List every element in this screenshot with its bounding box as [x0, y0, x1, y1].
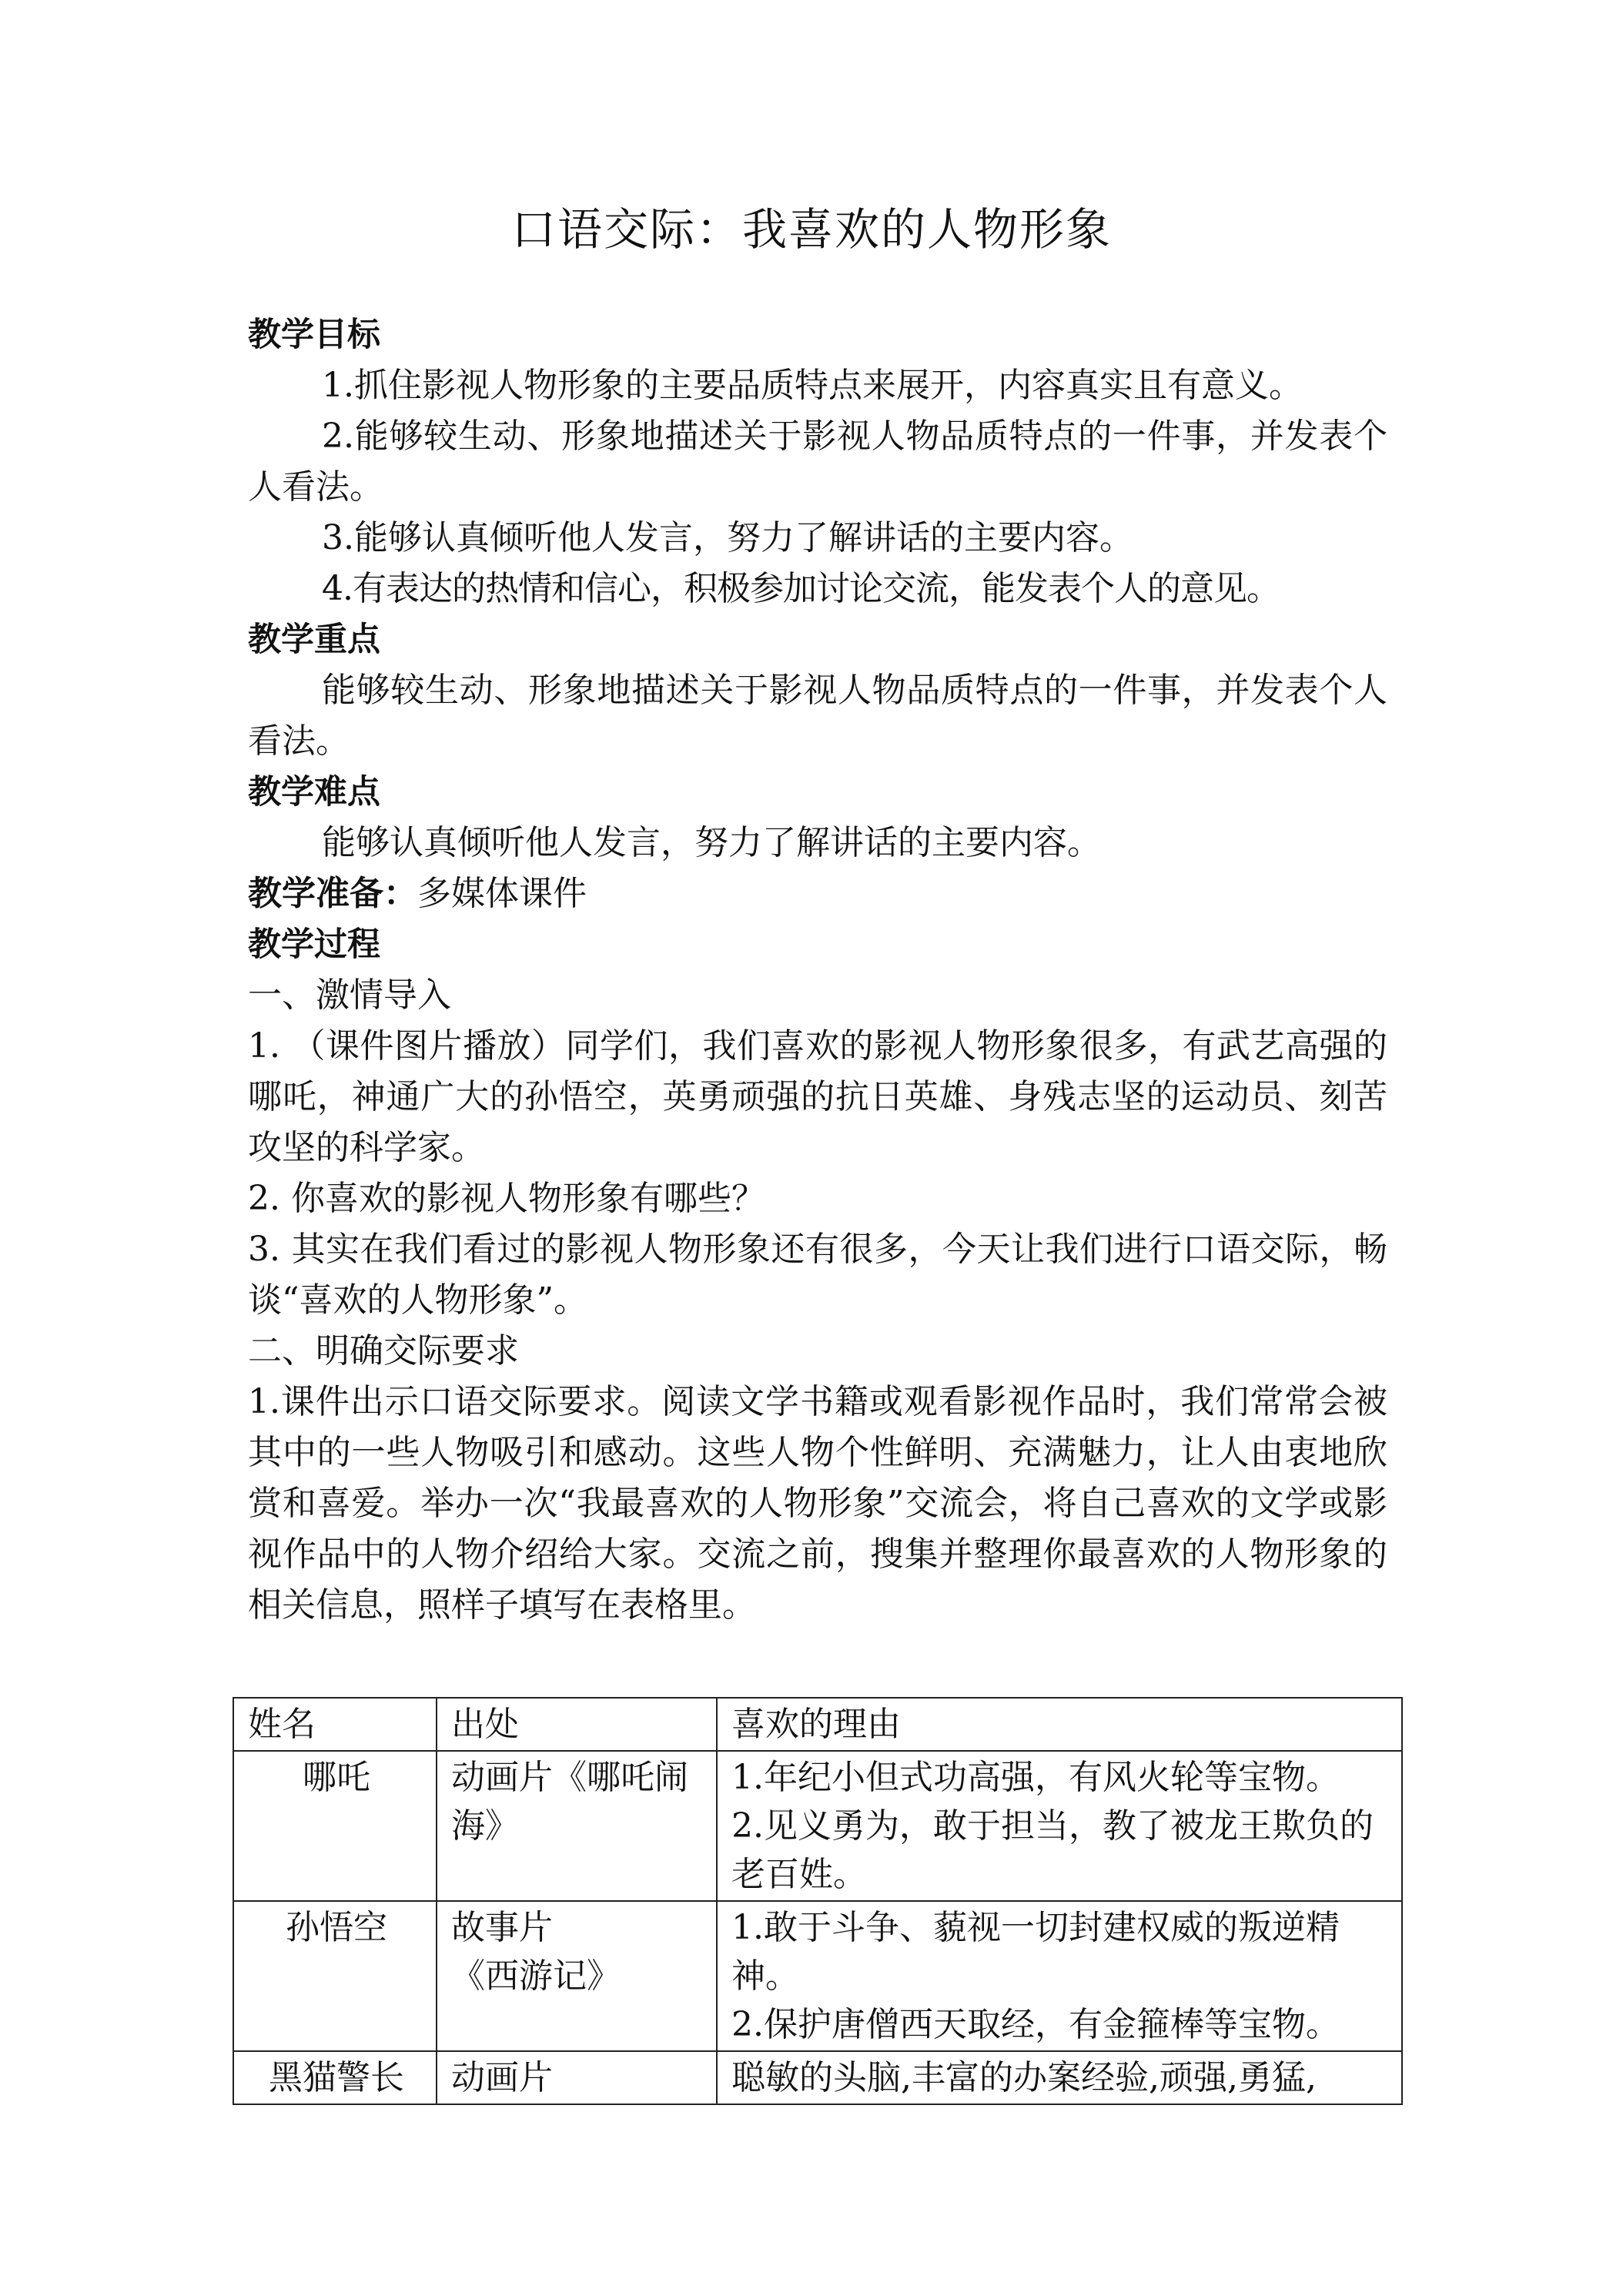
document-body: [248, 310, 1387, 1631]
objective-item: 2.能够较生动、形象地描述关于影视人物品质特点的一件事，并发表个人看法。: [248, 417, 1387, 507]
source-line: 动画片《哪吒闹海》: [451, 1758, 688, 1846]
preparation-label: 教学准备：: [248, 874, 417, 913]
reason-line: 2.见义勇为，敢于担当，教了被龙王欺负的老百姓。: [731, 1806, 1374, 1894]
preparation-text: 多媒体课件: [417, 874, 587, 913]
difficulties-text: 能够认真倾听他人发言，努力了解讲话的主要内容。: [322, 823, 1101, 862]
cell-reasons: [717, 1901, 1402, 2051]
objective-item: 3.能够认真倾听他人发言，努力了解讲话的主要内容。: [322, 518, 1133, 557]
cell-name: 黑猫警长: [233, 2051, 437, 2104]
reason-line: 1.敢于斗争、藐视一切封建权威的叛逆精神。: [731, 1908, 1340, 1996]
cell-source: [437, 1751, 717, 1901]
section2-title: 二、明确交际要求: [248, 1331, 519, 1371]
section2-item: 1.课件出示口语交际要求。阅读文学书籍或观看影视作品时，我们常常会被其中的一些人物吸引和感动。这些人物个性鲜明、充满魅力，让人由衷地欣赏和喜爱。举办一次“我最喜欢的人物形象”交流会，将自己喜欢的文学或影视作品中的人物介绍给大家。交流之前，搜集并整理你最喜欢的人物形象的相关信息，照样子填写在表格里。: [248, 1382, 1387, 1625]
table-row: [233, 1751, 1402, 1901]
document-title: 口语交际：我喜欢的人物形象: [510, 203, 1112, 256]
source-line: 动画片: [451, 2058, 553, 2097]
key-points-text: 能够较生动、形象地描述关于影视人物品质特点的一件事，并发表个人看法。: [248, 671, 1387, 761]
cell-reasons: [717, 1751, 1402, 1901]
cell-source: [437, 1901, 717, 2051]
process-heading: 教学过程: [248, 925, 380, 964]
reason-line: 聪敏的头脑,丰富的办案经验,顽强,勇猛,: [731, 2058, 1317, 2097]
header-reason: 喜欢的理由: [717, 1698, 1402, 1751]
header-source: 出处: [437, 1698, 717, 1751]
source-line: 故事片: [451, 1908, 553, 1947]
header-name: 姓名: [233, 1698, 437, 1751]
source-line: 《西游记》: [451, 1956, 621, 1996]
reason-line: 2.保护唐僧西天取经，有金箍棒等宝物。: [731, 2005, 1340, 2044]
table-header-row: [233, 1698, 1402, 1751]
character-table: [233, 1697, 1403, 2105]
section1-item: 1. （课件图片播放）同学们，我们喜欢的影视人物形象很多，有武艺高强的哪吒，神通广大的孙悟空，英勇顽强的抗日英雄、身残志坚的运动员、刻苦攻坚的科学家。: [248, 1026, 1387, 1167]
table-row: [233, 1901, 1402, 2051]
objective-item: 1.抓住影视人物形象的主要品质特点来展开，内容真实且有意义。: [322, 366, 1303, 405]
cell-name: 哪吒: [233, 1751, 437, 1901]
key-points-heading: 教学重点: [248, 621, 380, 659]
table-row: [233, 2051, 1402, 2104]
section1-item: 3. 其实在我们看过的影视人物形象还有很多，今天让我们进行口语交际，畅谈“喜欢的人物形象”。: [248, 1230, 1387, 1320]
cell-source: [437, 2051, 717, 2104]
section1-item: 2. 你喜欢的影视人物形象有哪些？: [248, 1179, 765, 1218]
cell-reasons: [717, 2051, 1402, 2104]
cell-name: 孙悟空: [233, 1901, 437, 2051]
difficulties-heading: 教学难点: [248, 773, 380, 812]
reason-line: 1.年纪小但式功高强，有风火轮等宝物。: [731, 1758, 1340, 1797]
objectives-heading: 教学目标: [248, 316, 380, 354]
objective-item: 4.有表达的热情和信心，积极参加讨论交流，能发表个人的意见。: [322, 569, 1280, 608]
preparation-line: [248, 869, 1387, 919]
section1-title: 一、激情导入: [248, 976, 451, 1015]
